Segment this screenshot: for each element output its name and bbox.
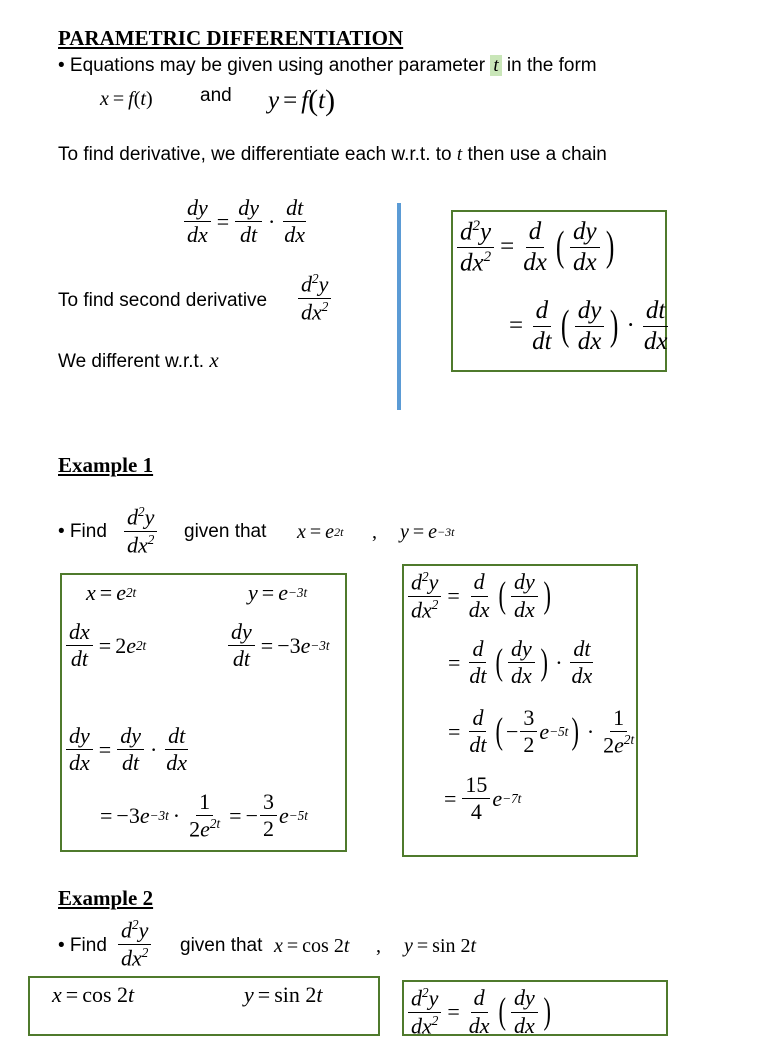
ex1-y-eq: y = e −3t: [248, 580, 308, 605]
y-equals-f-t: y = f ( t ): [268, 84, 336, 117]
example-2-title: Example 2: [58, 886, 154, 910]
page-title: PARAMETRIC DIFFERENTIATION: [58, 26, 404, 50]
box-line-1: $\frac{d^2y}{dx^2}$ = $\frac{d}{dx}$ ( $\frac{dy}{dx}$ ): [455, 218, 618, 277]
ex2-y-eq: y = sin 2 t: [244, 982, 323, 1007]
param-t: t: [456, 144, 463, 165]
example-2-y-eq: y = sin 2 t: [404, 935, 477, 957]
example-1-y-eq: y = e −3t: [400, 521, 455, 543]
ex1r-line-4: = $\frac{15}{4}$ e −7t: [444, 772, 522, 825]
ex1r-line-1: $\frac{d^2y}{dx^2}$ = $\frac{d}{dx}$ ( $\frac{dy}{dx}$ ): [406, 570, 554, 622]
chain-rule-formula: $\frac{dy}{dx}$ = $\frac{dy}{dt}$ · $\frac{dt}{dx}$: [182, 196, 310, 247]
ex1-dxdt: $\frac{dx}{dt}$ = 2 e 2t: [64, 620, 146, 671]
example-1-given: given that: [184, 521, 267, 542]
example-2-x-eq: x = cos 2 t: [274, 935, 350, 957]
different-wrt-label: We different w.r.t.: [58, 351, 205, 372]
second-derivative-symbol: $\frac{d^2y}{dx^2}$: [296, 272, 333, 324]
and-word: and: [200, 85, 232, 106]
ex2r-line-1: $\frac{d^2y}{dx^2}$ = $\frac{d}{dx}$ ( $\frac{dy}{dx}$ ): [406, 986, 554, 1038]
derivative-intro: [58, 144, 607, 166]
ex1-chain-result: = −3 e −3t · $\frac{1}{2e^{2t}}$ = − $\frac{3}{2}$ e −5t: [100, 789, 308, 842]
example-2-given: given that: [180, 935, 263, 956]
vertical-divider: [397, 203, 401, 410]
ex1-chain: $\frac{dy}{dx}$ = $\frac{dy}{dt}$ · $\frac{dt}{dx}$: [64, 724, 192, 775]
example-1-x-eq: x = e 2t: [297, 521, 344, 543]
ex1-x-eq: x = e 2t: [86, 580, 137, 605]
example-1-d2y-symbol: $\frac{d^2y}{dx^2}$: [122, 505, 159, 557]
example-1-find: • Find: [58, 521, 107, 542]
example-1-title: Example 1: [58, 453, 154, 477]
ex1r-line-2: = $\frac{d}{dt}$ ( $\frac{dy}{dx}$ ) · $\frac{dt}{dx}$: [448, 636, 593, 689]
example-2-d2y-symbol: $\frac{d^2y}{dx^2}$: [116, 918, 153, 970]
example-2-find: • Find: [58, 935, 107, 956]
parameter-t-highlight: t: [490, 55, 501, 76]
ex2-x-eq: x = cos 2 t: [52, 982, 135, 1007]
intro-text-post: in the form: [506, 55, 597, 76]
intro-text-pre: • Equations may be given using another parameter: [58, 55, 486, 76]
second-derivative-text: To find second derivative: [58, 290, 268, 311]
intro-bullet: [58, 55, 597, 77]
box-line-2: = $\frac{d}{dt}$ ( $\frac{dy}{dx}$ ) · $\frac{dt}{dx}$: [509, 297, 668, 355]
example-2-comma: ,: [376, 935, 381, 957]
derivative-intro-post: then use a chain: [467, 144, 607, 165]
x-equals-f-t: x = f ( t ): [100, 88, 153, 110]
different-wrt-text: We different w.r.t. x: [58, 348, 219, 372]
ex1r-line-3: = $\frac{d}{dt}$ ( − $\frac{3}{2}$ e −5t ) · $\frac{1}{2e^{2t}}$: [448, 705, 635, 758]
example-1-comma: ,: [372, 521, 377, 543]
ex1-dydt: $\frac{dy}{dt}$ = −3 e −3t: [226, 620, 330, 671]
derivative-intro-text: To find derivative, we differentiate each w.r.t. to: [58, 144, 452, 165]
